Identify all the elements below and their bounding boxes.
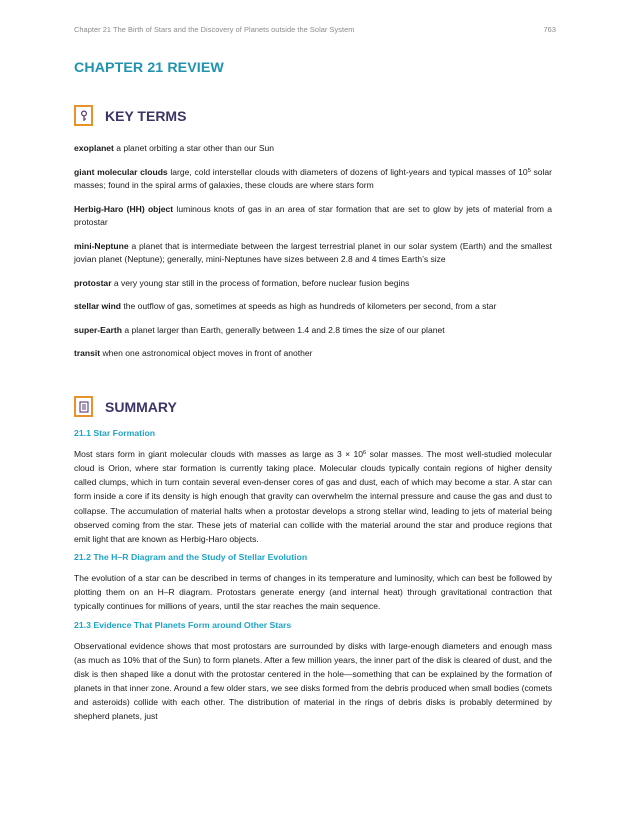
paragraph-part: Most stars form in giant molecular clouds with masses as large as 3 × 10 (74, 449, 364, 459)
summary-icon (74, 396, 93, 417)
key-terms-list (74, 142, 552, 371)
summary-paragraph (74, 447, 552, 546)
term-name: giant molecular clouds (74, 166, 168, 177)
term-definition: the outflow of gas, sometimes at speeds as high as hundreds of kilometers per second, from a star (123, 301, 497, 311)
term-name: stellar wind (74, 301, 122, 311)
running-header-title: Chapter 21 The Birth of Stars and the Discovery of Planets outside the Solar System (74, 25, 355, 34)
term-entry (74, 324, 552, 338)
term-name: exoplanet (74, 143, 114, 153)
term-name: super-Earth (74, 324, 122, 335)
term-entry (74, 166, 552, 193)
summary-paragraph: Observational evidence shows that most protostars are surrounded by disks with large-enough diameters and enough mass (as much as 10% that of the Sun) to form planets. After a few million years, the inner part of the disk is cleared of dust, and the disk is then shaped like a donut with the protostar centered in the hole—something that can be explained by the formation of planets in that inner zone. Around a few older stars, we see disks formed from the debris produced when small bodies (comets and asteroids) collide with each other. The distribution of material in the rings of debris disks is probably determined by shepherd planets, just (74, 640, 552, 722)
term-name: protostar (74, 277, 112, 288)
term-entry (74, 347, 552, 361)
term-definition-part: large, cold interstellar clouds with diameters of dozens of light-years and typical masses of 10 (170, 166, 528, 177)
summary-label: SUMMARY (105, 399, 177, 415)
paragraph-exponent: 6 (363, 450, 367, 456)
term-definition: a planet that is intermediate between the largest terrestrial planet in our solar system (Earth) and the smallest jovian planet (Neptune); generally, mini-Neptunes have sizes between 2.8 and 4 times Earth’s size (74, 240, 553, 264)
term-entry (74, 142, 552, 156)
key-terms-label: KEY TERMS (105, 108, 187, 124)
term-name: mini-Neptune (74, 240, 129, 251)
term-definition: a planet orbiting a star other than our Sun (116, 143, 275, 153)
term-entry (74, 300, 552, 314)
term-entry (74, 277, 552, 291)
running-header (74, 25, 556, 37)
term-definition: when one astronomical object moves in front of another (102, 348, 313, 358)
term-definition: a planet larger than Earth, generally between 1.4 and 2.8 times the size of our planet (124, 324, 445, 335)
term-definition: a very young star still in the process of formation, before nuclear fusion begins (113, 277, 410, 288)
paragraph-part: solar masses. The most well-studied molecular cloud is Orion, where star formation is currently taking place. Molecular clouds typically contain regions of higher density called clumps, which in turn contain several even-denser cores of gas and dust, each of which may become a star. A star can form inside a core if its density is high enough that gravity can overwhelm the internal pressure and cause the gas and dust to collapse. The accumulation of material halts when a protostar develops a strong stellar wind, leading to jets of material being observed coming from the star. These jets of material can collide with the material around the star and produce regions that emit light that are known as Herbig-Haro objects. (74, 449, 553, 544)
summary-body (74, 427, 552, 729)
key-icon (74, 105, 93, 126)
chapter-review-title: CHAPTER 21 REVIEW (74, 60, 224, 76)
term-name: Herbig-Haro (HH) object (74, 203, 174, 214)
term-definition-exponent: 5 (527, 167, 531, 174)
summary-section-heading: 21.2 The H–R Diagram and the Study of Stellar Evolution (74, 552, 308, 563)
term-definition-part: solar masses; found in the spiral arms of galaxies, these clouds are where stars form (74, 166, 553, 190)
term-entry (74, 240, 552, 267)
term-definition: luminous knots of gas in an area of star formation that are set to glow by jets of material from a protostar (74, 203, 553, 227)
summary-section-heading: 21.1 Star Formation (74, 428, 156, 438)
summary-paragraph: The evolution of a star can be described in terms of changes in its temperature and luminosity, which can best be followed by plotting them on an H–R diagram. Protostars generate energy (and internal heat) through gravitational contraction that typically continues for millions of years, until the star reaches the main sequence. (74, 573, 552, 612)
term-entry (74, 203, 552, 230)
summary-section-heading: 21.3 Evidence That Planets Form around Other Stars (74, 619, 292, 630)
page-number: 763 (543, 25, 556, 34)
term-name: transit (74, 348, 101, 358)
